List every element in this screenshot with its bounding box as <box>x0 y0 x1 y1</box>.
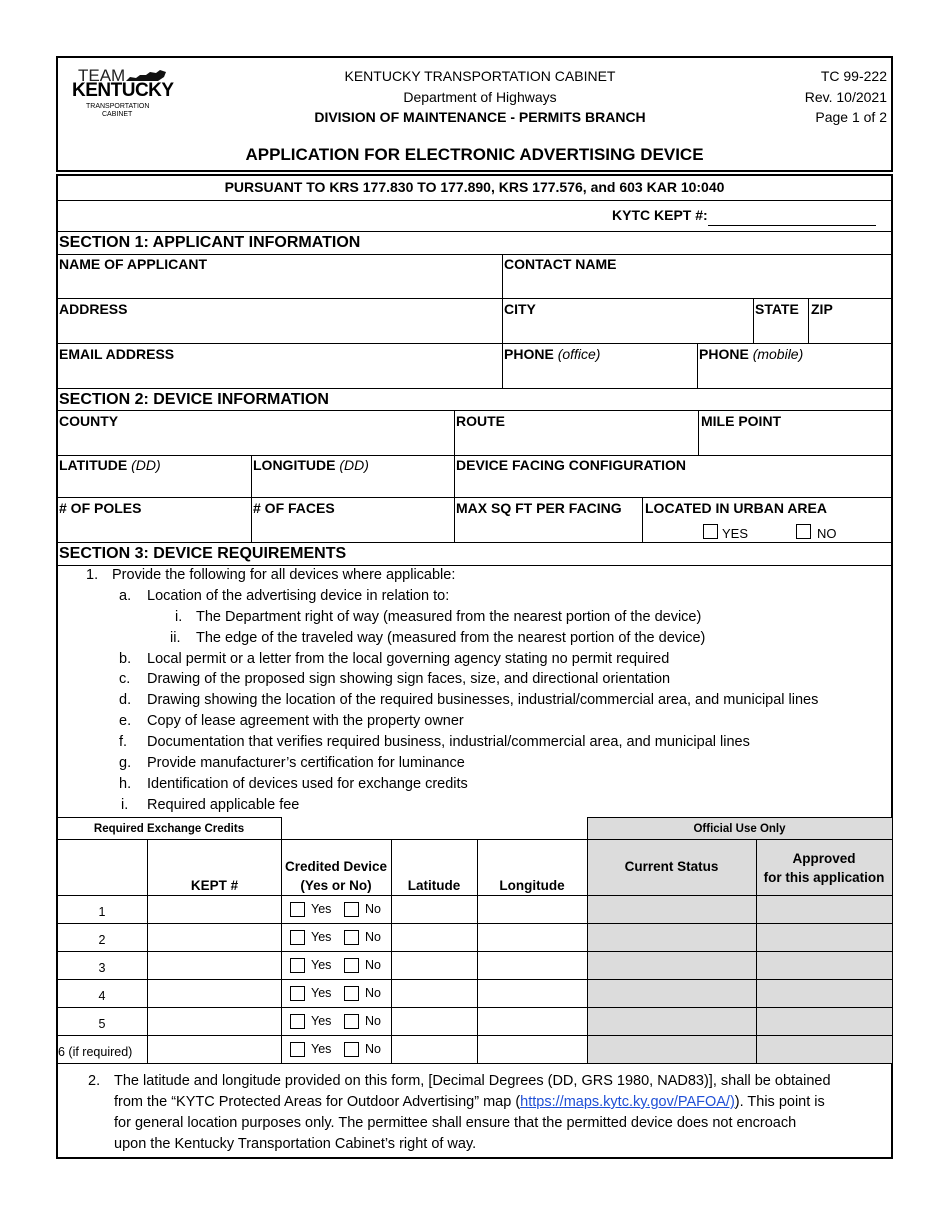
row-number: 3 <box>98 961 106 975</box>
poles-field[interactable]: # OF POLES <box>59 500 142 516</box>
kytc-logo <box>72 66 172 122</box>
urban-yes-label: YES <box>722 526 749 541</box>
item2-line2-end: ). This point is <box>734 1094 825 1110</box>
req-c-marker: c. <box>119 671 131 687</box>
pursuant-statement: PURSUANT TO KRS 177.830 TO 177.890, KRS 177.576, and 603 KAR 10:040 <box>224 179 725 195</box>
req-i-text: Required applicable fee <box>147 797 300 813</box>
req-a-text: Location of the advertising device in relation to: <box>147 588 450 604</box>
yes-label: Yes <box>311 902 332 916</box>
req-h-marker: h. <box>119 776 132 792</box>
max-sqft-field[interactable]: MAX SQ FT PER FACING <box>456 500 622 516</box>
item2-line4: upon the Kentucky Transportation Cabinet’s right of way. <box>114 1136 477 1152</box>
yes-checkbox[interactable] <box>290 1042 305 1057</box>
phone-mobile-label: PHONE <box>699 346 749 362</box>
mile-point-field[interactable]: MILE POINT <box>701 413 782 429</box>
row-number: 6 (if required) <box>58 1045 133 1059</box>
col-current-status: Current Status <box>624 859 719 874</box>
urban-no-checkbox[interactable] <box>796 524 811 539</box>
zip-field[interactable]: ZIP <box>811 301 833 317</box>
row-number: 5 <box>98 1017 106 1031</box>
no-label: No <box>365 958 381 972</box>
longitude-label: LONGITUDE <box>253 457 336 473</box>
yes-label: Yes <box>311 1042 332 1056</box>
logo-sub1: TRANSPORTATION <box>86 103 150 110</box>
no-label: No <box>365 930 381 944</box>
req-i-marker: i. <box>121 797 129 813</box>
agency-name: KENTUCKY TRANSPORTATION CABINET <box>344 68 616 84</box>
group-required-exchange-credits: Required Exchange Credits <box>93 823 245 835</box>
group-official-use-only: Official Use Only <box>693 823 786 835</box>
section3-title: SECTION 3: DEVICE REQUIREMENTS <box>59 545 347 562</box>
logo-team: TEAM <box>78 66 126 85</box>
longitude-field[interactable] <box>253 457 369 474</box>
latitude-label: LATITUDE <box>59 457 128 473</box>
yes-checkbox[interactable] <box>290 1014 305 1029</box>
yes-label: Yes <box>311 930 332 944</box>
no-label: No <box>365 1042 381 1056</box>
logo-sub2: CABINET <box>102 111 133 118</box>
no-checkbox[interactable] <box>344 902 359 917</box>
req-b-marker: b. <box>119 651 132 667</box>
division-name: DIVISION OF MAINTENANCE - PERMITS BRANCH <box>314 109 646 125</box>
item2-line2-start: from the “KYTC Protected Areas for Outdoor Advertising” map ( <box>114 1094 521 1110</box>
no-checkbox[interactable] <box>344 930 359 945</box>
kytc-kept-label: KYTC KEPT #: <box>612 207 708 223</box>
urban-area-label: LOCATED IN URBAN AREA <box>645 500 827 516</box>
route-field[interactable]: ROUTE <box>456 413 505 429</box>
no-checkbox[interactable] <box>344 986 359 1001</box>
item2-line2 <box>114 1094 825 1111</box>
req-g-marker: g. <box>119 755 132 771</box>
phone-mobile-qualifier: (mobile) <box>752 346 804 362</box>
yes-label: Yes <box>311 1014 332 1028</box>
req-a-ii-marker: ii. <box>170 630 181 646</box>
yes-label: Yes <box>311 958 332 972</box>
form-title: APPLICATION FOR ELECTRONIC ADVERTISING DEVICE <box>245 145 704 164</box>
state-field[interactable]: STATE <box>755 301 799 317</box>
department-name: Department of Highways <box>403 89 557 105</box>
page-number: Page 1 of 2 <box>815 109 887 125</box>
col-credited-line2: (Yes or No) <box>300 878 372 893</box>
item2-line3: for general location purposes only. The permittee shall ensure that the permitted device does not encroach <box>114 1115 797 1131</box>
col-longitude: Longitude <box>499 878 565 893</box>
col-approved-line2: for this application <box>763 870 885 885</box>
city-field[interactable]: CITY <box>504 301 536 317</box>
yes-checkbox[interactable] <box>290 986 305 1001</box>
phone-office-field[interactable] <box>504 346 600 363</box>
latitude-unit: (DD) <box>131 457 161 473</box>
phone-mobile-field[interactable] <box>699 346 803 363</box>
req-e-marker: e. <box>119 713 132 729</box>
row-number: 4 <box>98 989 106 1003</box>
logo-kentucky: KENTUCKY <box>72 80 174 101</box>
no-checkbox[interactable] <box>344 958 359 973</box>
section2-title: SECTION 2: DEVICE INFORMATION <box>59 391 329 408</box>
urban-no-label: NO <box>817 526 837 541</box>
req-d-marker: d. <box>119 692 132 708</box>
req-d-text: Drawing showing the location of the required businesses, industrial/commercial area, and municipal lines <box>147 692 819 708</box>
phone-office-qualifier: (office) <box>557 346 601 362</box>
name-of-applicant-field[interactable]: NAME OF APPLICANT <box>59 256 208 272</box>
faces-field[interactable]: # OF FACES <box>253 500 335 516</box>
req-e-text: Copy of lease agreement with the property owner <box>147 713 464 729</box>
address-field[interactable]: ADDRESS <box>59 301 128 317</box>
row-number: 2 <box>98 933 106 947</box>
item2-number: 2. <box>88 1073 101 1089</box>
req-h-text: Identification of devices used for exchange credits <box>147 776 468 792</box>
req-c-text: Drawing of the proposed sign showing sign faces, size, and directional orientation <box>147 671 671 687</box>
item1-number: 1. <box>86 567 99 583</box>
no-label: No <box>365 902 381 916</box>
longitude-unit: (DD) <box>339 457 369 473</box>
no-checkbox[interactable] <box>344 1014 359 1029</box>
col-kept: KEPT # <box>190 878 239 893</box>
col-approved-line1: Approved <box>792 851 856 866</box>
item1-text: Provide the following for all devices where applicable: <box>112 567 456 583</box>
email-field[interactable]: EMAIL ADDRESS <box>59 346 175 362</box>
latitude-field[interactable] <box>59 457 161 474</box>
phone-office-label: PHONE <box>504 346 554 362</box>
row-number: 1 <box>98 905 106 919</box>
yes-label: Yes <box>311 986 332 1000</box>
section1-title: SECTION 1: APPLICANT INFORMATION <box>59 234 361 251</box>
no-checkbox[interactable] <box>344 1042 359 1057</box>
col-credited-line1: Credited Device <box>284 859 388 874</box>
req-f-marker: f. <box>119 734 128 750</box>
req-f-text: Documentation that verifies required business, industrial/commercial area, and municipal lines <box>147 734 750 750</box>
yes-checkbox[interactable] <box>290 930 305 945</box>
req-g-text: Provide manufacturer’s certification for luminance <box>147 755 465 771</box>
req-a-marker: a. <box>119 588 132 604</box>
req-a-i-marker: i. <box>175 609 183 625</box>
col-latitude: Latitude <box>407 878 461 893</box>
county-field[interactable]: COUNTY <box>59 413 119 429</box>
facing-config-field[interactable]: DEVICE FACING CONFIGURATION <box>456 457 686 473</box>
form-number: TC 99-222 <box>820 68 887 84</box>
yes-checkbox[interactable] <box>290 902 305 917</box>
req-a-ii-text: The edge of the traveled way (measured from the nearest portion of the device) <box>196 630 706 646</box>
yes-checkbox[interactable] <box>290 958 305 973</box>
req-a-i-text: The Department right of way (measured from the nearest portion of the device) <box>196 609 702 625</box>
pafoa-map-link[interactable]: https://maps.kytc.ky.gov/PAFOA/) <box>520 1094 735 1110</box>
contact-name-field[interactable]: CONTACT NAME <box>504 256 617 272</box>
kytc-kept-input[interactable] <box>708 225 876 226</box>
no-label: No <box>365 986 381 1000</box>
no-label: No <box>365 1014 381 1028</box>
urban-yes-checkbox[interactable] <box>703 524 718 539</box>
req-b-text: Local permit or a letter from the local governing agency stating no permit required <box>147 651 670 667</box>
form-revision: Rev. 10/2021 <box>804 89 887 105</box>
item2-line1: The latitude and longitude provided on this form, [Decimal Degrees (DD, GRS 1980, NAD83)], shall be obtained <box>114 1073 831 1089</box>
